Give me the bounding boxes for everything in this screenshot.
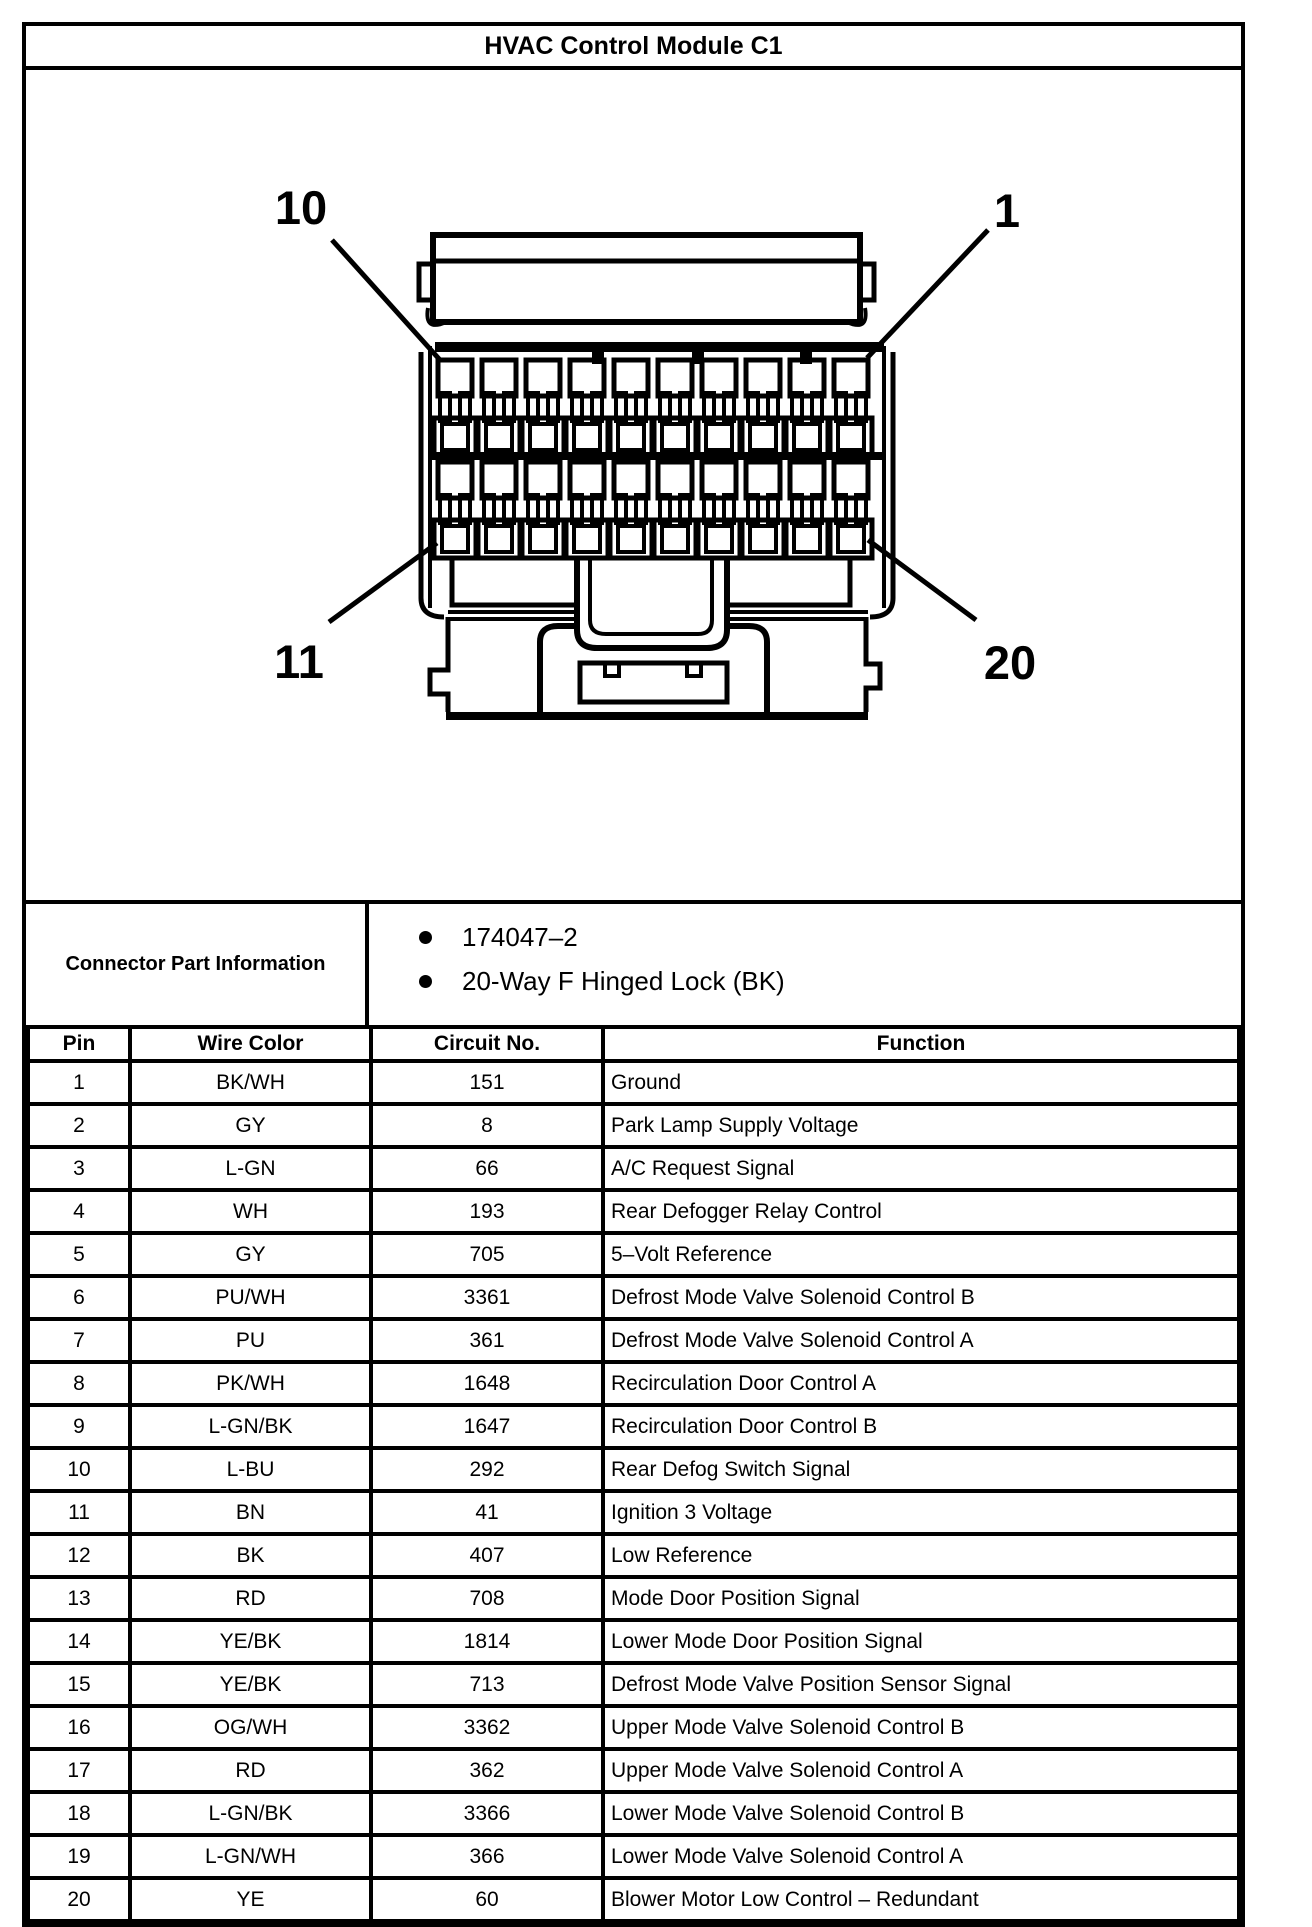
col-header-wire-color: Wire Color <box>130 1027 371 1061</box>
pin-number: 18 <box>28 1792 130 1835</box>
circuit-no: 407 <box>371 1534 603 1577</box>
function: Rear Defogger Relay Control <box>603 1190 1239 1233</box>
table-row <box>28 1620 1239 1663</box>
circuit-no: 292 <box>371 1448 603 1491</box>
function: Mode Door Position Signal <box>603 1577 1239 1620</box>
table-row <box>28 1362 1239 1405</box>
callout-pin-10: 10 <box>274 181 328 234</box>
connector-drawing-20way <box>26 70 1241 900</box>
bullet-icon <box>419 931 432 944</box>
circuit-no: 193 <box>371 1190 603 1233</box>
terminal-row-top <box>434 360 872 456</box>
wire-color: L-GN/BK <box>130 1792 371 1835</box>
function: Blower Motor Low Control – Redundant <box>603 1878 1239 1921</box>
function: Rear Defog Switch Signal <box>603 1448 1239 1491</box>
wire-color: GY <box>130 1233 371 1276</box>
wire-color: RD <box>130 1749 371 1792</box>
wire-color: YE <box>130 1878 371 1921</box>
part-number: 174047–2 <box>462 921 578 952</box>
circuit-no: 1647 <box>371 1405 603 1448</box>
callout-pin-1: 1 <box>993 184 1021 237</box>
table-row <box>28 1577 1239 1620</box>
callout-leader-lines <box>329 230 988 622</box>
connector-diagram <box>26 70 1241 904</box>
wire-color: L-GN/WH <box>130 1835 371 1878</box>
pin-number: 8 <box>28 1362 130 1405</box>
pin-number: 19 <box>28 1835 130 1878</box>
table-row <box>28 1878 1239 1921</box>
connector-part-information-label: Connector Part Information <box>26 904 369 1025</box>
circuit-no: 151 <box>371 1061 603 1104</box>
circuit-no: 362 <box>371 1749 603 1792</box>
pinout-header-row <box>28 1027 1239 1061</box>
connector-part-information-row <box>26 904 1241 1025</box>
table-row <box>28 1491 1239 1534</box>
function: Low Reference <box>603 1534 1239 1577</box>
table-row <box>28 1190 1239 1233</box>
wire-color: YE/BK <box>130 1620 371 1663</box>
wire-color: OG/WH <box>130 1706 371 1749</box>
connector-info-frame <box>22 22 1245 1927</box>
table-row <box>28 1663 1239 1706</box>
circuit-no: 66 <box>371 1147 603 1190</box>
circuit-no: 3362 <box>371 1706 603 1749</box>
pin-number: 11 <box>28 1491 130 1534</box>
col-header-circuit-no: Circuit No. <box>371 1027 603 1061</box>
connector-part-information-values <box>369 904 1241 1025</box>
page-title: HVAC Control Module C1 <box>26 26 1241 70</box>
table-row <box>28 1706 1239 1749</box>
pin-number: 9 <box>28 1405 130 1448</box>
pin-number: 15 <box>28 1663 130 1706</box>
bullet-icon <box>419 975 432 988</box>
wire-color: PU/WH <box>130 1276 371 1319</box>
pin-number: 2 <box>28 1104 130 1147</box>
table-row <box>28 1061 1239 1104</box>
table-row <box>28 1319 1239 1362</box>
pin-number: 1 <box>28 1061 130 1104</box>
pin-number: 6 <box>28 1276 130 1319</box>
wire-color: PK/WH <box>130 1362 371 1405</box>
table-row <box>28 1405 1239 1448</box>
wire-color: L-GN <box>130 1147 371 1190</box>
circuit-no: 60 <box>371 1878 603 1921</box>
pin-number: 16 <box>28 1706 130 1749</box>
circuit-no: 3361 <box>371 1276 603 1319</box>
row-divider-band <box>432 452 886 460</box>
connector-type: 20-Way F Hinged Lock (BK) <box>462 965 785 996</box>
table-row <box>28 1835 1239 1878</box>
wire-color: L-GN/BK <box>130 1405 371 1448</box>
function: Upper Mode Valve Solenoid Control B <box>603 1706 1239 1749</box>
pin-number: 3 <box>28 1147 130 1190</box>
function: Recirculation Door Control B <box>603 1405 1239 1448</box>
callout-pin-11: 11 <box>274 635 324 688</box>
function: Defrost Mode Valve Position Sensor Signal <box>603 1663 1239 1706</box>
pin-number: 12 <box>28 1534 130 1577</box>
circuit-no: 708 <box>371 1577 603 1620</box>
wire-color: L-BU <box>130 1448 371 1491</box>
connector-top-tab <box>419 235 874 325</box>
pinout-table <box>26 1025 1241 1923</box>
function: Ignition 3 Voltage <box>603 1491 1239 1534</box>
wire-color: PU <box>130 1319 371 1362</box>
pin-number: 17 <box>28 1749 130 1792</box>
function: Lower Mode Valve Solenoid Control B <box>603 1792 1239 1835</box>
table-row <box>28 1448 1239 1491</box>
pin-number: 14 <box>28 1620 130 1663</box>
function: Lower Mode Door Position Signal <box>603 1620 1239 1663</box>
wire-color: BK/WH <box>130 1061 371 1104</box>
wire-color: BK <box>130 1534 371 1577</box>
circuit-no: 366 <box>371 1835 603 1878</box>
function: Upper Mode Valve Solenoid Control A <box>603 1749 1239 1792</box>
table-row <box>28 1147 1239 1190</box>
pin-number: 20 <box>28 1878 130 1921</box>
wire-color: RD <box>130 1577 371 1620</box>
function: A/C Request Signal <box>603 1147 1239 1190</box>
wire-color: WH <box>130 1190 371 1233</box>
circuit-no: 1648 <box>371 1362 603 1405</box>
circuit-no: 1814 <box>371 1620 603 1663</box>
connector-type-item <box>419 962 1241 1000</box>
function: Defrost Mode Valve Solenoid Control B <box>603 1276 1239 1319</box>
pin-number: 13 <box>28 1577 130 1620</box>
circuit-no: 361 <box>371 1319 603 1362</box>
circuit-no: 41 <box>371 1491 603 1534</box>
table-row <box>28 1104 1239 1147</box>
part-number-item <box>419 918 1241 956</box>
function: Ground <box>603 1061 1239 1104</box>
pin-number: 4 <box>28 1190 130 1233</box>
circuit-no: 713 <box>371 1663 603 1706</box>
terminal-row-bottom <box>434 462 872 558</box>
wire-color: GY <box>130 1104 371 1147</box>
table-row <box>28 1233 1239 1276</box>
pin-number: 10 <box>28 1448 130 1491</box>
circuit-no: 3366 <box>371 1792 603 1835</box>
table-row <box>28 1534 1239 1577</box>
wire-color: BN <box>130 1491 371 1534</box>
table-row <box>28 1792 1239 1835</box>
circuit-no: 8 <box>371 1104 603 1147</box>
hinged-lock-assembly <box>430 558 880 716</box>
wire-color: YE/BK <box>130 1663 371 1706</box>
table-row <box>28 1276 1239 1319</box>
pin-number: 5 <box>28 1233 130 1276</box>
function: 5–Volt Reference <box>603 1233 1239 1276</box>
function: Recirculation Door Control A <box>603 1362 1239 1405</box>
function: Park Lamp Supply Voltage <box>603 1104 1239 1147</box>
callout-pin-20: 20 <box>983 636 1037 689</box>
table-row <box>28 1749 1239 1792</box>
pin-number: 7 <box>28 1319 130 1362</box>
circuit-no: 705 <box>371 1233 603 1276</box>
col-header-function: Function <box>603 1027 1239 1061</box>
function: Defrost Mode Valve Solenoid Control A <box>603 1319 1239 1362</box>
function: Lower Mode Valve Solenoid Control A <box>603 1835 1239 1878</box>
col-header-pin: Pin <box>28 1027 130 1061</box>
